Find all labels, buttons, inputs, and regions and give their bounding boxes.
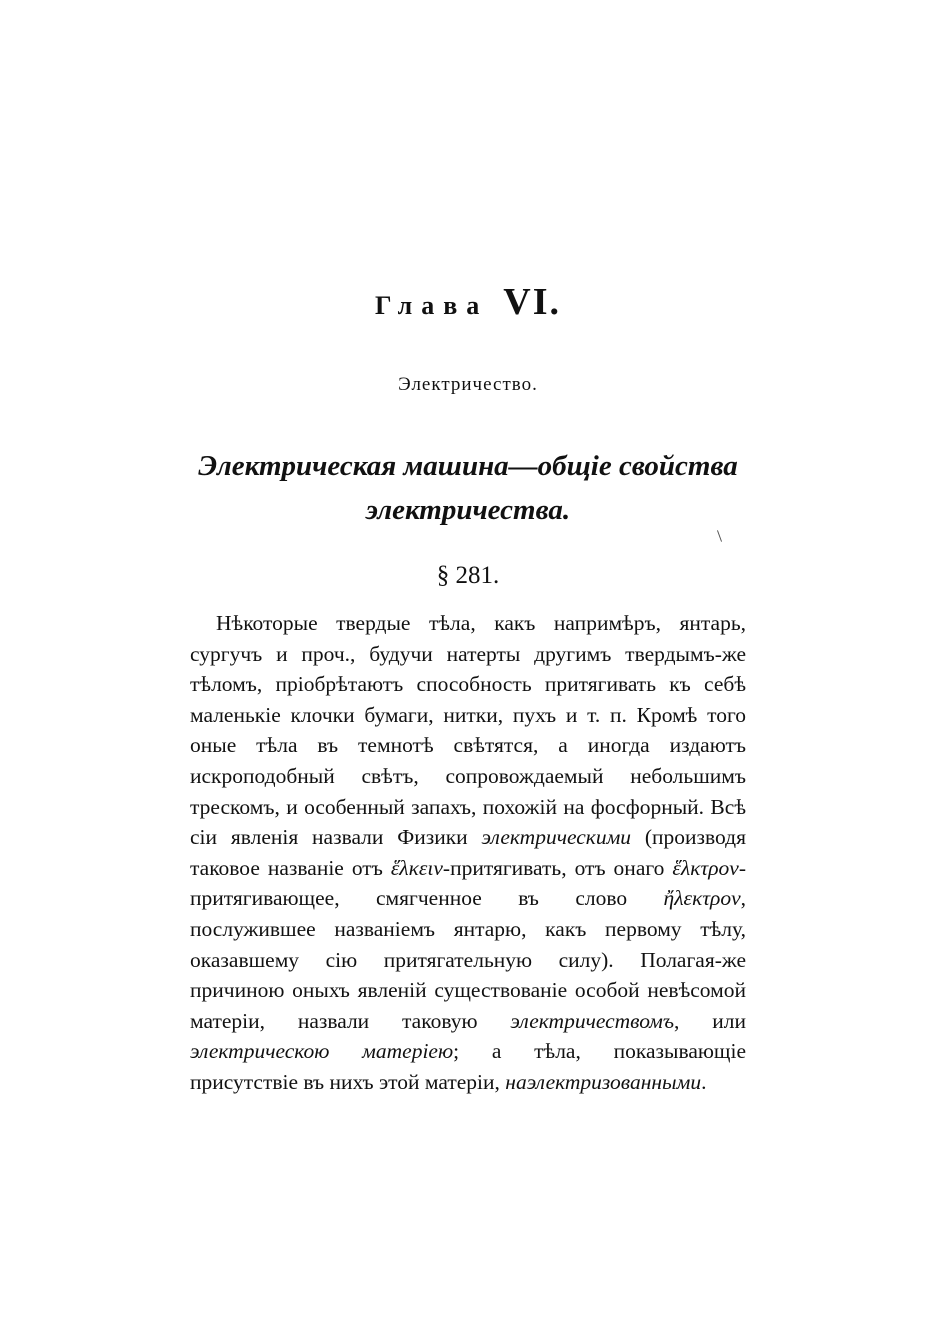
section-number: § 281. bbox=[436, 562, 500, 589]
emphasis-term: электрическими bbox=[481, 825, 632, 850]
paragraph-text: Нѣкоторые твердые тѣла, какъ напримѣръ, янтарь, сургучъ и проч., будучи натерты другимъ твердымъ-же тѣломъ, пріобрѣтаютъ способность притягивать къ себѣ маленькіе клочки бумаги, нитки, пухъ и т. п. Кромѣ того оные тѣла въ темнотѣ свѣтятся, а иногда издаютъ искроподобный свѣтъ, сопровождаемый небольшимъ трескомъ, и особенный запахъ, похожій на фосфорный. Всѣ сіи явленія назвали Физики bbox=[190, 611, 746, 850]
paragraph-text: (производя таковое названіе отъ bbox=[190, 825, 746, 880]
chapter-numeral: VI. bbox=[503, 281, 561, 323]
emphasis-term: электрическою матеріею bbox=[190, 1039, 454, 1064]
paragraph-text: -притягивающее, смягченное въ слово bbox=[190, 855, 746, 911]
body-paragraph bbox=[190, 608, 746, 1098]
chapter-subject: Электричество. bbox=[398, 374, 538, 395]
paragraph-text: , послужившее названіемъ янтарю, какъ первому тѣлу, оказавшему сію притягательную силу). Полагая-же причиною оныхъ явленій существованіе особой невѣсомой матеріи, назвали таковую bbox=[190, 886, 746, 1033]
section-title: Электрическая машина—общіе свойства электричества. bbox=[198, 450, 738, 526]
paragraph-text: -притягивать, отъ онаго bbox=[442, 855, 673, 880]
paragraph-text: , или bbox=[674, 1008, 746, 1033]
emphasis-term: электричествомъ bbox=[510, 1008, 675, 1033]
chapter-heading bbox=[0, 282, 936, 326]
greek-word: ἕλκτρον bbox=[672, 855, 739, 880]
greek-word: ἤλεκτρον bbox=[663, 886, 741, 911]
greek-word: ἕλκειν bbox=[390, 855, 443, 880]
emphasis-term: наэлектризованными bbox=[505, 1069, 702, 1094]
chapter-word: Глава bbox=[375, 291, 489, 320]
paragraph-text: . bbox=[701, 1069, 707, 1094]
paragraph-text: ; а тѣла, показывающіе присутствіе въ нихъ этой матеріи, bbox=[190, 1039, 746, 1094]
